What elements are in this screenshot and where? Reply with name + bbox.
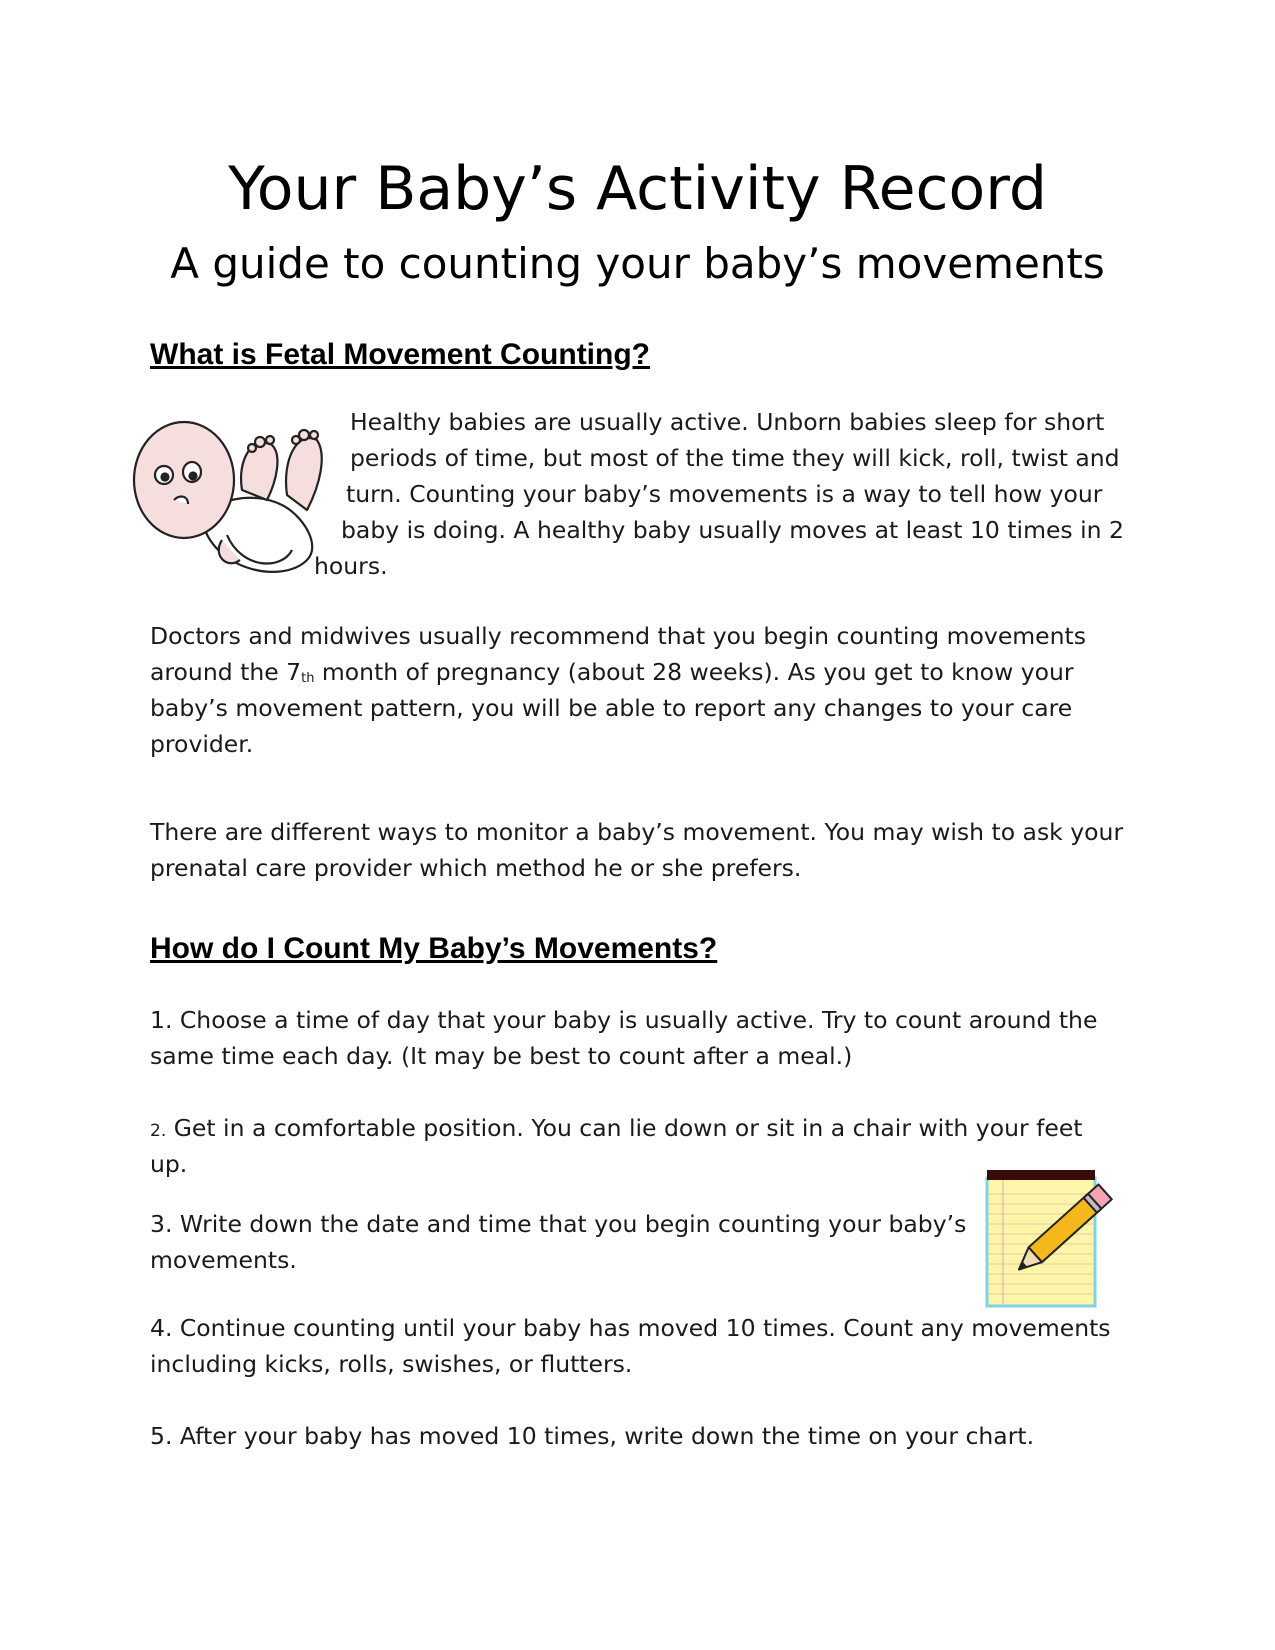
step-line: 5. After your baby has moved 10 times, write down the time on your chart. bbox=[150, 1422, 1035, 1450]
recommend-line: Doctors and midwives usually recommend that you begin counting movements bbox=[150, 622, 1086, 650]
step-line: including kicks, rolls, swishes, or flutters. bbox=[150, 1350, 633, 1378]
step-line: movements. bbox=[150, 1246, 297, 1274]
ordinal-suffix: th bbox=[301, 671, 315, 686]
step-number: 2. bbox=[150, 1121, 167, 1141]
section-heading-fetal-movement: What is Fetal Movement Counting? bbox=[150, 338, 650, 371]
step-line: 3. Write down the date and time that you begin counting your baby’s bbox=[150, 1210, 967, 1238]
recommend-line: provider. bbox=[150, 730, 254, 758]
step-line: 1. Choose a time of day that your baby is usually active. Try to count around the bbox=[150, 1006, 1098, 1034]
step-line: up. bbox=[150, 1150, 188, 1178]
page-title: Your Baby’s Activity Record bbox=[228, 154, 1047, 224]
step-line: 4. Continue counting until your baby has moved 10 times. Count any movements bbox=[150, 1314, 1111, 1342]
section-heading-how-to-count: How do I Count My Baby’s Movements? bbox=[150, 932, 718, 965]
intro-line: hours. bbox=[314, 552, 388, 580]
methods-line: There are different ways to monitor a baby’s movement. You may wish to ask your bbox=[150, 818, 1124, 846]
page-subtitle: A guide to counting your baby’s movements bbox=[170, 239, 1105, 288]
intro-line: turn. Counting your baby’s movements is a way to tell how your bbox=[346, 480, 1103, 508]
notepad-pencil-illustration bbox=[985, 1168, 1130, 1308]
intro-line: Healthy babies are usually active. Unborn babies sleep for short bbox=[350, 408, 1105, 436]
methods-line: prenatal care provider which method he or she prefers. bbox=[150, 854, 802, 882]
intro-line: periods of time, but most of the time they will kick, roll, twist and bbox=[350, 444, 1120, 472]
recommend-line: around the 7th month of pregnancy (about 28 weeks). As you get to know your bbox=[150, 658, 1074, 686]
recommend-line: baby’s movement pattern, you will be able to report any changes to your care bbox=[150, 694, 1073, 722]
step-line: same time each day. (It may be best to count after a meal.) bbox=[150, 1042, 853, 1070]
baby-illustration bbox=[132, 420, 327, 590]
intro-line: baby is doing. A healthy baby usually moves at least 10 times in 2 bbox=[341, 516, 1124, 544]
step-line: 2. Get in a comfortable position. You can lie down or sit in a chair with your feet bbox=[150, 1114, 1083, 1142]
